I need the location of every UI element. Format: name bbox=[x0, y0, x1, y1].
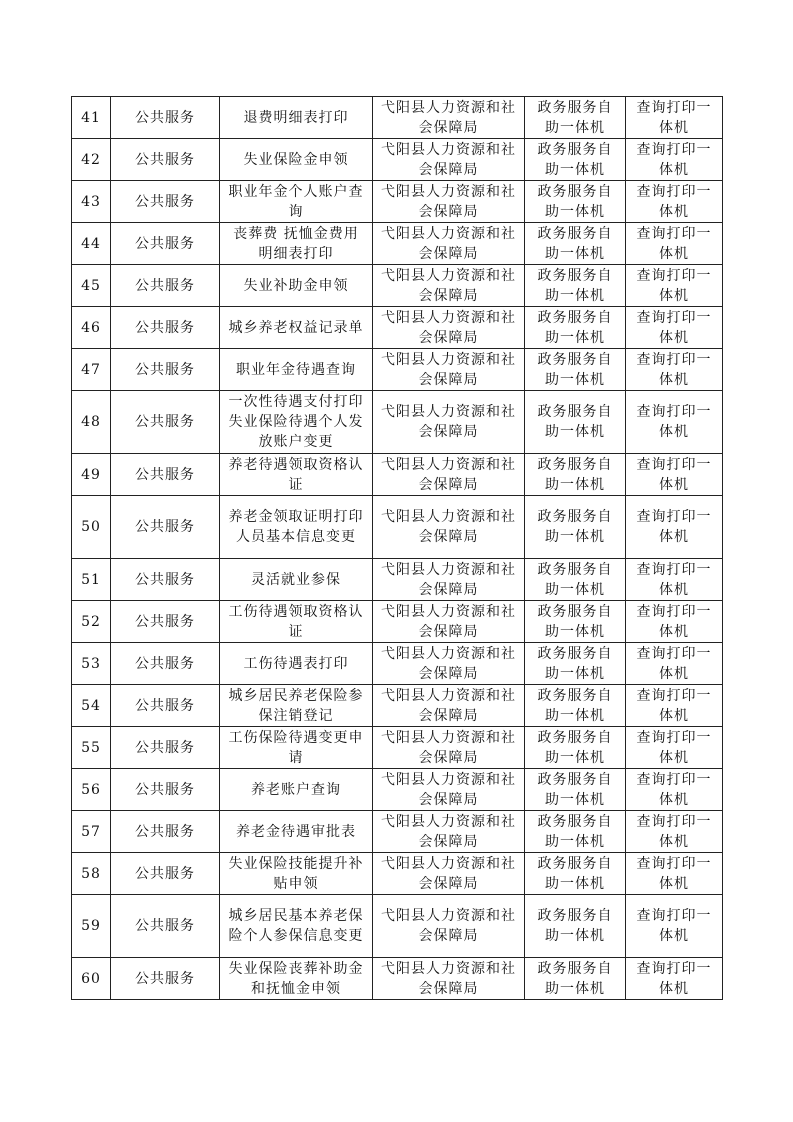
row-number: 56 bbox=[72, 769, 111, 811]
service-category: 公共服务 bbox=[111, 895, 220, 958]
service-device: 查询打印一体机 bbox=[626, 643, 723, 685]
service-device: 查询打印一体机 bbox=[626, 559, 723, 601]
service-device: 查询打印一体机 bbox=[626, 265, 723, 307]
responsible-department: 弋阳县人力资源和社会保障局 bbox=[373, 139, 525, 181]
service-category: 公共服务 bbox=[111, 769, 220, 811]
service-channel: 政务服务自助一体机 bbox=[525, 853, 626, 895]
responsible-department: 弋阳县人力资源和社会保障局 bbox=[373, 853, 525, 895]
table-row bbox=[72, 223, 723, 265]
service-item: 养老账户查询 bbox=[220, 769, 373, 811]
responsible-department: 弋阳县人力资源和社会保障局 bbox=[373, 391, 525, 454]
service-channel: 政务服务自助一体机 bbox=[525, 307, 626, 349]
row-number: 57 bbox=[72, 811, 111, 853]
service-category: 公共服务 bbox=[111, 853, 220, 895]
table-row bbox=[72, 895, 723, 958]
service-channel: 政务服务自助一体机 bbox=[525, 496, 626, 559]
service-channel: 政务服务自助一体机 bbox=[525, 685, 626, 727]
table-row bbox=[72, 853, 723, 895]
responsible-department: 弋阳县人力资源和社会保障局 bbox=[373, 307, 525, 349]
responsible-department: 弋阳县人力资源和社会保障局 bbox=[373, 97, 525, 139]
service-item: 职业年金待遇查询 bbox=[220, 349, 373, 391]
service-device: 查询打印一体机 bbox=[626, 454, 723, 496]
responsible-department: 弋阳县人力资源和社会保障局 bbox=[373, 496, 525, 559]
service-item: 失业保险技能提升补贴申领 bbox=[220, 853, 373, 895]
service-device: 查询打印一体机 bbox=[626, 853, 723, 895]
service-channel: 政务服务自助一体机 bbox=[525, 97, 626, 139]
service-category: 公共服务 bbox=[111, 727, 220, 769]
service-category: 公共服务 bbox=[111, 307, 220, 349]
service-item: 灵活就业参保 bbox=[220, 559, 373, 601]
table-row bbox=[72, 643, 723, 685]
row-number: 43 bbox=[72, 181, 111, 223]
table-row bbox=[72, 181, 723, 223]
row-number: 47 bbox=[72, 349, 111, 391]
service-device: 查询打印一体机 bbox=[626, 685, 723, 727]
service-item: 工伤待遇表打印 bbox=[220, 643, 373, 685]
table-row bbox=[72, 349, 723, 391]
row-number: 53 bbox=[72, 643, 111, 685]
service-device: 查询打印一体机 bbox=[626, 727, 723, 769]
responsible-department: 弋阳县人力资源和社会保障局 bbox=[373, 265, 525, 307]
service-channel: 政务服务自助一体机 bbox=[525, 265, 626, 307]
service-category: 公共服务 bbox=[111, 97, 220, 139]
service-item: 城乡居民基本养老保险个人参保信息变更 bbox=[220, 895, 373, 958]
service-channel: 政务服务自助一体机 bbox=[525, 643, 626, 685]
service-item: 城乡养老权益记录单 bbox=[220, 307, 373, 349]
responsible-department: 弋阳县人力资源和社会保障局 bbox=[373, 223, 525, 265]
table-row bbox=[72, 496, 723, 559]
service-channel: 政务服务自助一体机 bbox=[525, 559, 626, 601]
row-number: 50 bbox=[72, 496, 111, 559]
service-category: 公共服务 bbox=[111, 391, 220, 454]
service-item: 一次性待遇支付打印失业保险待遇个人发放账户变更 bbox=[220, 391, 373, 454]
row-number: 60 bbox=[72, 958, 111, 1000]
responsible-department: 弋阳县人力资源和社会保障局 bbox=[373, 454, 525, 496]
row-number: 54 bbox=[72, 685, 111, 727]
table-row bbox=[72, 811, 723, 853]
service-device: 查询打印一体机 bbox=[626, 601, 723, 643]
table-row bbox=[72, 454, 723, 496]
service-channel: 政务服务自助一体机 bbox=[525, 895, 626, 958]
service-item: 丧葬费 抚恤金费用明细表打印 bbox=[220, 223, 373, 265]
responsible-department: 弋阳县人力资源和社会保障局 bbox=[373, 769, 525, 811]
service-device: 查询打印一体机 bbox=[626, 349, 723, 391]
service-category: 公共服务 bbox=[111, 349, 220, 391]
service-item: 养老金领取证明打印 人员基本信息变更 bbox=[220, 496, 373, 559]
table-row bbox=[72, 769, 723, 811]
service-channel: 政务服务自助一体机 bbox=[525, 454, 626, 496]
row-number: 55 bbox=[72, 727, 111, 769]
service-channel: 政务服务自助一体机 bbox=[525, 727, 626, 769]
service-channel: 政务服务自助一体机 bbox=[525, 181, 626, 223]
table-row bbox=[72, 265, 723, 307]
service-item: 失业保险丧葬补助金和抚恤金申领 bbox=[220, 958, 373, 1000]
table-row bbox=[72, 685, 723, 727]
row-number: 45 bbox=[72, 265, 111, 307]
row-number: 46 bbox=[72, 307, 111, 349]
service-category: 公共服务 bbox=[111, 601, 220, 643]
responsible-department: 弋阳县人力资源和社会保障局 bbox=[373, 811, 525, 853]
service-item: 养老待遇领取资格认证 bbox=[220, 454, 373, 496]
service-channel: 政务服务自助一体机 bbox=[525, 223, 626, 265]
service-category: 公共服务 bbox=[111, 685, 220, 727]
table-row bbox=[72, 958, 723, 1000]
service-device: 查询打印一体机 bbox=[626, 139, 723, 181]
services-table bbox=[71, 96, 723, 1000]
responsible-department: 弋阳县人力资源和社会保障局 bbox=[373, 643, 525, 685]
table-row bbox=[72, 559, 723, 601]
service-item: 职业年金个人账户查询 bbox=[220, 181, 373, 223]
responsible-department: 弋阳县人力资源和社会保障局 bbox=[373, 895, 525, 958]
row-number: 44 bbox=[72, 223, 111, 265]
service-item: 失业补助金申领 bbox=[220, 265, 373, 307]
table-row bbox=[72, 727, 723, 769]
service-device: 查询打印一体机 bbox=[626, 958, 723, 1000]
row-number: 52 bbox=[72, 601, 111, 643]
row-number: 42 bbox=[72, 139, 111, 181]
service-channel: 政务服务自助一体机 bbox=[525, 958, 626, 1000]
table-row bbox=[72, 139, 723, 181]
service-device: 查询打印一体机 bbox=[626, 769, 723, 811]
responsible-department: 弋阳县人力资源和社会保障局 bbox=[373, 685, 525, 727]
service-device: 查询打印一体机 bbox=[626, 97, 723, 139]
table-row bbox=[72, 97, 723, 139]
service-category: 公共服务 bbox=[111, 454, 220, 496]
responsible-department: 弋阳县人力资源和社会保障局 bbox=[373, 181, 525, 223]
service-device: 查询打印一体机 bbox=[626, 307, 723, 349]
table-row bbox=[72, 601, 723, 643]
service-channel: 政务服务自助一体机 bbox=[525, 139, 626, 181]
row-number: 48 bbox=[72, 391, 111, 454]
service-category: 公共服务 bbox=[111, 958, 220, 1000]
service-device: 查询打印一体机 bbox=[626, 496, 723, 559]
service-item: 工伤待遇领取资格认证 bbox=[220, 601, 373, 643]
service-category: 公共服务 bbox=[111, 643, 220, 685]
service-category: 公共服务 bbox=[111, 496, 220, 559]
responsible-department: 弋阳县人力资源和社会保障局 bbox=[373, 559, 525, 601]
service-device: 查询打印一体机 bbox=[626, 811, 723, 853]
table-row bbox=[72, 391, 723, 454]
service-device: 查询打印一体机 bbox=[626, 391, 723, 454]
service-item: 失业保险金申领 bbox=[220, 139, 373, 181]
service-channel: 政务服务自助一体机 bbox=[525, 601, 626, 643]
service-device: 查询打印一体机 bbox=[626, 895, 723, 958]
row-number: 49 bbox=[72, 454, 111, 496]
service-item: 工伤保险待遇变更申请 bbox=[220, 727, 373, 769]
service-category: 公共服务 bbox=[111, 139, 220, 181]
service-category: 公共服务 bbox=[111, 223, 220, 265]
service-device: 查询打印一体机 bbox=[626, 223, 723, 265]
row-number: 51 bbox=[72, 559, 111, 601]
service-category: 公共服务 bbox=[111, 811, 220, 853]
service-category: 公共服务 bbox=[111, 559, 220, 601]
service-item: 养老金待遇审批表 bbox=[220, 811, 373, 853]
table-row bbox=[72, 307, 723, 349]
service-category: 公共服务 bbox=[111, 181, 220, 223]
responsible-department: 弋阳县人力资源和社会保障局 bbox=[373, 958, 525, 1000]
service-channel: 政务服务自助一体机 bbox=[525, 349, 626, 391]
row-number: 59 bbox=[72, 895, 111, 958]
service-item: 退费明细表打印 bbox=[220, 97, 373, 139]
service-channel: 政务服务自助一体机 bbox=[525, 811, 626, 853]
service-device: 查询打印一体机 bbox=[626, 181, 723, 223]
row-number: 58 bbox=[72, 853, 111, 895]
service-channel: 政务服务自助一体机 bbox=[525, 769, 626, 811]
service-channel: 政务服务自助一体机 bbox=[525, 391, 626, 454]
responsible-department: 弋阳县人力资源和社会保障局 bbox=[373, 349, 525, 391]
services-table-body bbox=[72, 97, 723, 1000]
row-number: 41 bbox=[72, 97, 111, 139]
responsible-department: 弋阳县人力资源和社会保障局 bbox=[373, 601, 525, 643]
responsible-department: 弋阳县人力资源和社会保障局 bbox=[373, 727, 525, 769]
service-category: 公共服务 bbox=[111, 265, 220, 307]
service-item: 城乡居民养老保险参保注销登记 bbox=[220, 685, 373, 727]
